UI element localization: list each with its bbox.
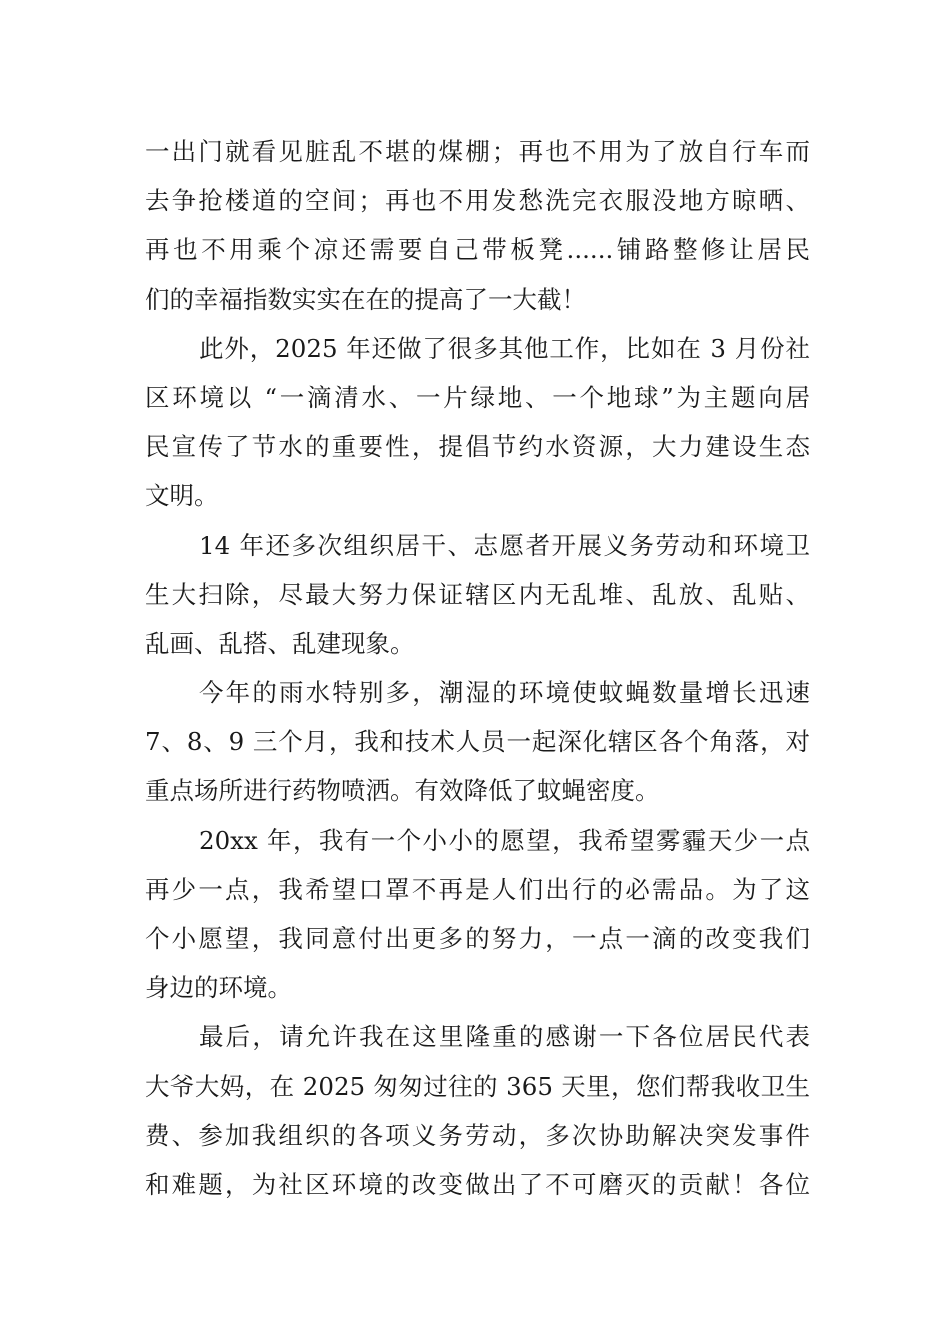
- text-line: 20xx 年，我有一个小小的愿望，我希望雾霾天少一点: [199, 825, 810, 855]
- text-line: 费、参加我组织的各项义务劳动，多次协助解决突发事件: [145, 1120, 810, 1150]
- text-line: 再也不用乘个凉还需要自己带板凳......铺路整修让居民: [145, 235, 810, 265]
- text-line: 14 年还多次组织居干、志愿者开展义务劳动和环境卫: [199, 530, 810, 560]
- text-line: 生大扫除，尽最大努力保证辖区内无乱堆、乱放、乱贴、: [145, 579, 810, 609]
- text-line: 此外，2025 年还做了很多其他工作，比如在 3 月份社: [199, 333, 810, 363]
- text-line: 一出门就看见脏乱不堪的煤棚；再也不用为了放自行车而: [145, 137, 810, 166]
- text-line: 身边的环境。: [145, 973, 292, 1003]
- text-line: 和难题，为社区环境的改变做出了不可磨灭的贡献！各位: [145, 1169, 810, 1199]
- text-line: 大爷大妈，在 2025 匆匆过往的 365 天里，您们帮我收卫生: [145, 1071, 810, 1101]
- text-line: 再少一点，我希望口罩不再是人们出行的必需品。为了这: [145, 874, 810, 904]
- text-line: 最后，请允许我在这里隆重的感谢一下各位居民代表: [199, 1022, 810, 1052]
- text-line: 乱画、乱搭、乱建现象。: [145, 628, 415, 658]
- text-line: 文明。: [145, 481, 219, 511]
- text-line: 去争抢楼道的空间；再也不用发愁洗完衣服没地方晾晒、: [145, 186, 810, 216]
- text-line: 7、8、9 三个月，我和技术人员一起深化辖区各个角落，对: [145, 727, 810, 757]
- document-body: [145, 127, 810, 1209]
- text-line: 们的幸福指数实实在在的提高了一大截！: [145, 284, 586, 314]
- text-line: 今年的雨水特别多，潮湿的环境使蚊蝇数量增长迅速: [199, 678, 810, 708]
- text-line: 区环境以 “一滴清水、一片绿地、一个地球”为主题向居: [145, 382, 810, 412]
- text-line: 个小愿望，我同意付出更多的努力，一点一滴的改变我们: [145, 924, 810, 953]
- text-line: 民宣传了节水的重要性，提倡节约水资源，大力建设生态: [145, 432, 810, 462]
- text-line: 重点场所进行药物喷洒。有效降低了蚊蝇密度。: [145, 776, 660, 806]
